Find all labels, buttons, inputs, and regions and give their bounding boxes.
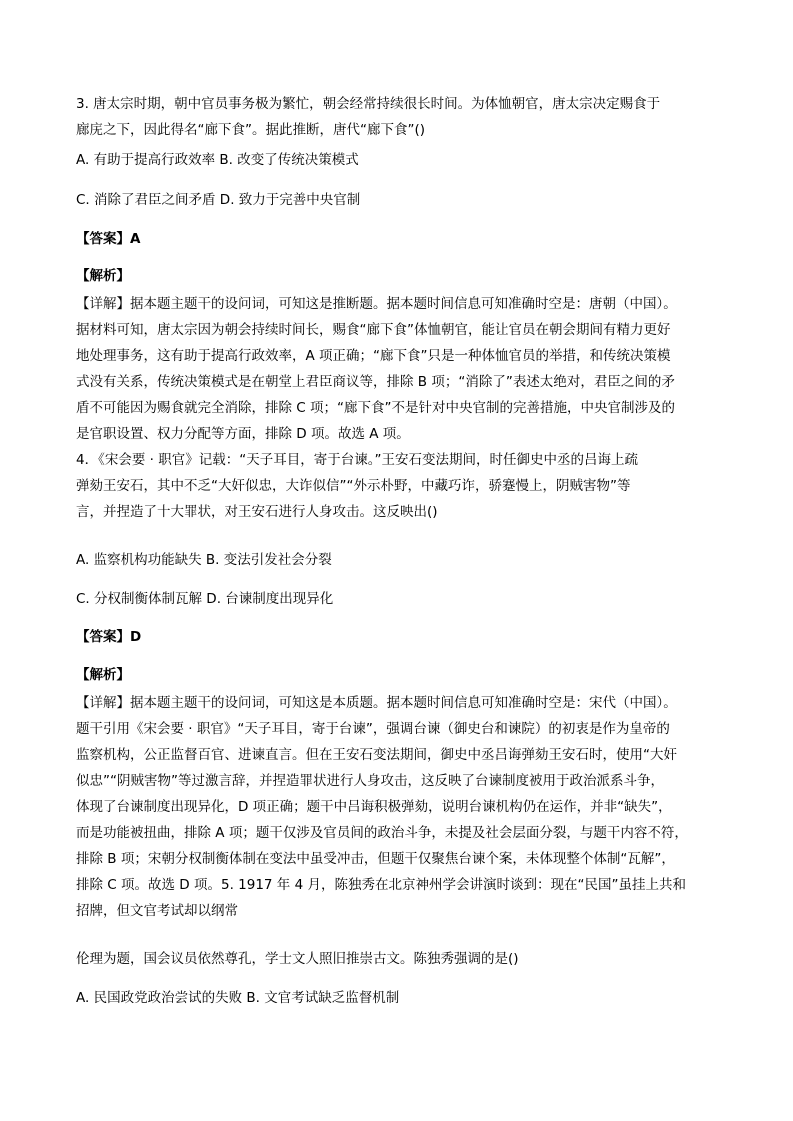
- q4-stem-line-2: 弹劾王安石，其中不乏“大奸似忠，大诈似信”“外示朴野，中藏巧诈，骄蹇慢上，阴贼害物”等: [76, 478, 631, 494]
- q4-stem-line-3: 言，并捏造了十大罪状，对王安石进行人身攻击。这反映出(): [76, 504, 438, 520]
- q3-analysis-line: 地处理事务，这有助于提高行政效率，A 项正确；“廊下食”只是一种体恤官员的举措，和传统决策模: [76, 348, 671, 364]
- q3-answer: 【答案】A: [76, 231, 141, 247]
- q4-analysis-line: 排除 C 项。故选 D 项。5. 1917 年 4 月，陈独秀在北京神州学会讲演时谈到：现在“民国”虽挂上共和: [76, 877, 686, 893]
- q4-analysis-line: 体现了台谏制度出现异化，D 项正确；题干中吕诲积极弹劾，说明台谏机构仍在运作，并非“缺失”，: [76, 799, 672, 815]
- q3-options-ab: A. 有助于提高行政效率 B. 改变了传统决策模式: [76, 152, 359, 168]
- q3-options-cd: C. 消除了君臣之间矛盾 D. 致力于完善中央官制: [76, 192, 361, 208]
- q4-options-cd: C. 分权制衡体制瓦解 D. 台谏制度出现异化: [76, 591, 334, 607]
- q3-analysis-line: 据材料可知，唐太宗因为朝会持续时间长，赐食“廊下食”体恤朝官，能让官员在朝会期间有精力更好: [76, 322, 671, 338]
- q3-analysis-line: 盾不可能因为赐食就完全消除，排除 C 项；“廊下食”不是针对中央官制的完善措施，中央官制涉及的: [76, 400, 675, 416]
- q4-analysis-line: 似忠”“阴贼害物”等过激言辞，并捏造罪状进行人身攻击，这反映了台谏制度被用于政治派系斗争，: [76, 773, 664, 789]
- q4-analysis-title: 【解析】: [76, 667, 130, 683]
- q3-analysis-line: 是官职设置、权力分配等方面，排除 D 项。故选 A 项。: [76, 426, 410, 442]
- q3-stem-line-2: 廊庑之下，因此得名“廊下食”。据此推断，唐代“廊下食”(): [76, 122, 426, 138]
- q4-stem-line-1: 4．《宋会要 · 职官》记载：“天子耳目，寄于台谏。”王安石变法期间，时任御史中丞的吕诲上疏: [76, 452, 638, 468]
- q3-analysis-line: 式没有关系，传统决策模式是在朝堂上君臣商议等，排除 B 项；“消除了”表述太绝对，君臣之间的矛: [76, 374, 675, 390]
- q3-analysis-title: 【解析】: [76, 268, 130, 284]
- q3-analysis-line: 【详解】据本题主题干的设问词，可知这是推断题。据本题时间信息可知准确时空是：唐朝（中国）。: [76, 296, 677, 312]
- q5-stem-continued: 伦理为题，国会议员依然尊孔，学士文人照旧推崇古文。陈独秀强调的是(): [76, 951, 519, 967]
- q4-options-ab: A. 监察机构功能缺失 B. 变法引发社会分裂: [76, 552, 332, 568]
- q4-analysis-line: 招牌，但文官考试却以纲常: [76, 903, 238, 919]
- q4-analysis-line: 监察机构，公正监督百官、进谏直言。但在王安石变法期间，御史中丞吕诲弹劾王安石时，使用“大奸: [76, 747, 677, 763]
- q4-analysis-line: 而是功能被扭曲，排除 A 项；题干仅涉及官员间的政治斗争，未提及社会层面分裂，与题干内容不符，: [76, 825, 688, 841]
- q4-analysis-line: 排除 B 项；宋朝分权制衡体制在变法中虽受冲击，但题干仅聚焦台谏个案，未体现整个体制“瓦解”，: [76, 851, 675, 867]
- q3-stem-line-1: 3. 唐太宗时期，朝中官员事务极为繁忙，朝会经常持续很长时间。为体恤朝官，唐太宗决定赐食于: [76, 96, 661, 112]
- q4-analysis-line: 题干引用《宋会要 · 职官》“天子耳目，寄于台谏”，强调台谏（御史台和谏院）的初衷是作为皇帝的: [76, 721, 670, 737]
- q5-options-ab: A. 民国政党政治尝试的失败 B. 文官考试缺乏监督机制: [76, 990, 400, 1006]
- q4-analysis-line: 【详解】据本题主题干的设问词，可知这是本质题。据本题时间信息可知准确时空是：宋代（中国）。: [76, 695, 677, 711]
- q4-answer: 【答案】D: [76, 629, 142, 645]
